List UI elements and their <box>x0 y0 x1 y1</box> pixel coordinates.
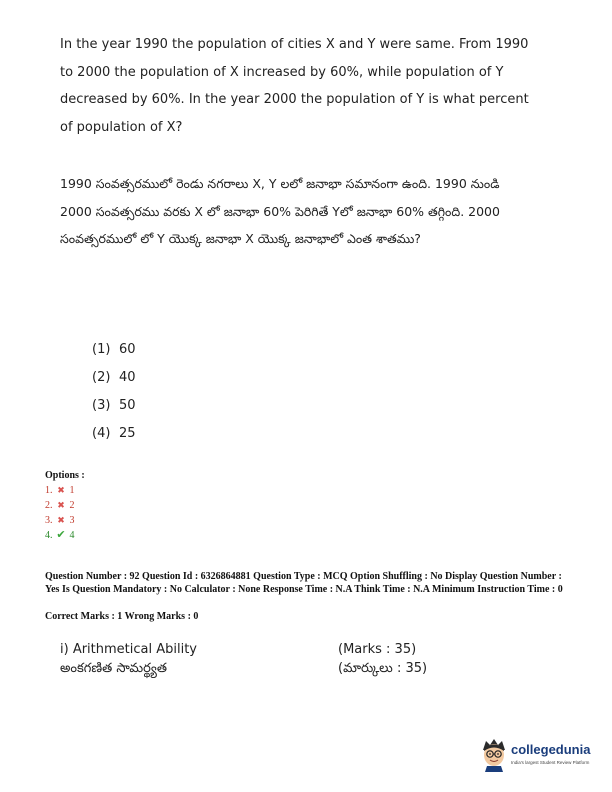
collegedunia-logo <box>478 736 598 772</box>
option-item-2 <box>45 498 85 513</box>
choice-4 <box>92 420 136 448</box>
choice-value: 40 <box>119 370 136 385</box>
answer-choices <box>92 336 136 448</box>
choice-value: 25 <box>119 426 136 441</box>
choice-number: (3) <box>92 398 111 413</box>
question-telugu: 1990 సంవత్సరములో రెండు నగరాలు X, Y లలో జనాభా సమానంగా ఉంది. 1990 నుండి 2000 సంవత్సరము వరకు X లో జనాభా 60% పెరిగితే Yలో జనాభా 60% తగ్గింది. 2000 సంవత్సరములో లో Y యొక్క జనాభా X యొక్క జనాభాలో ఎంత శాతము? <box>60 176 500 246</box>
option-label: 4 <box>69 530 75 541</box>
choice-3 <box>92 392 136 420</box>
section-marks-english: (Marks : 35) <box>338 642 417 657</box>
section-header <box>60 640 480 678</box>
marks-info: Correct Marks : 1 Wrong Marks : 0 <box>45 611 199 622</box>
section-marks-telugu: (మార్కులు : 35) <box>338 661 428 676</box>
cross-icon: ✖ <box>57 515 65 525</box>
section-title-english: i) Arithmetical Ability <box>60 642 198 657</box>
question-english: In the year 1990 the population of cities X and Y were same. From 1990 to 2000 the population of X increased by 60%, while population of Y decreased by 60%. In the year 2000 the population of Y is what percent of population of X? <box>60 37 529 135</box>
option-index: 1. <box>45 485 53 496</box>
choice-2 <box>92 364 136 392</box>
mascot-icon <box>478 736 510 772</box>
check-icon: ✔ <box>56 529 66 541</box>
option-index: 3. <box>45 515 53 526</box>
option-item-3 <box>45 513 85 528</box>
option-item-4 <box>45 528 85 543</box>
option-label: 1 <box>69 485 75 496</box>
choice-number: (1) <box>92 342 111 357</box>
logo-tagline: India's largest Student Review Platform <box>511 760 590 765</box>
choice-value: 50 <box>119 398 136 413</box>
section-title-telugu: అంకగణిత సామర్థ్యత <box>60 661 168 676</box>
cross-icon: ✖ <box>57 500 65 510</box>
cross-icon: ✖ <box>57 485 65 495</box>
option-index: 2. <box>45 500 53 511</box>
option-index: 4. <box>45 530 53 541</box>
option-label: 3 <box>69 515 75 526</box>
choice-number: (4) <box>92 426 111 441</box>
choice-number: (2) <box>92 370 111 385</box>
choice-1 <box>92 336 136 364</box>
options-title: Options : <box>45 470 85 481</box>
option-label: 2 <box>69 500 75 511</box>
options-list <box>45 470 85 543</box>
choice-value: 60 <box>119 342 136 357</box>
option-item-1 <box>45 483 85 498</box>
logo-name: collegedunia <box>511 742 591 757</box>
question-metadata: Question Number : 92 Question Id : 6326864881 Question Type : MCQ Option Shuffling : No Display Question Number : Yes Is Question Mandatory : No Calculator : None Response Time : N.A Think Time : N.A Minimum Instruction Time : 0 <box>45 571 563 595</box>
